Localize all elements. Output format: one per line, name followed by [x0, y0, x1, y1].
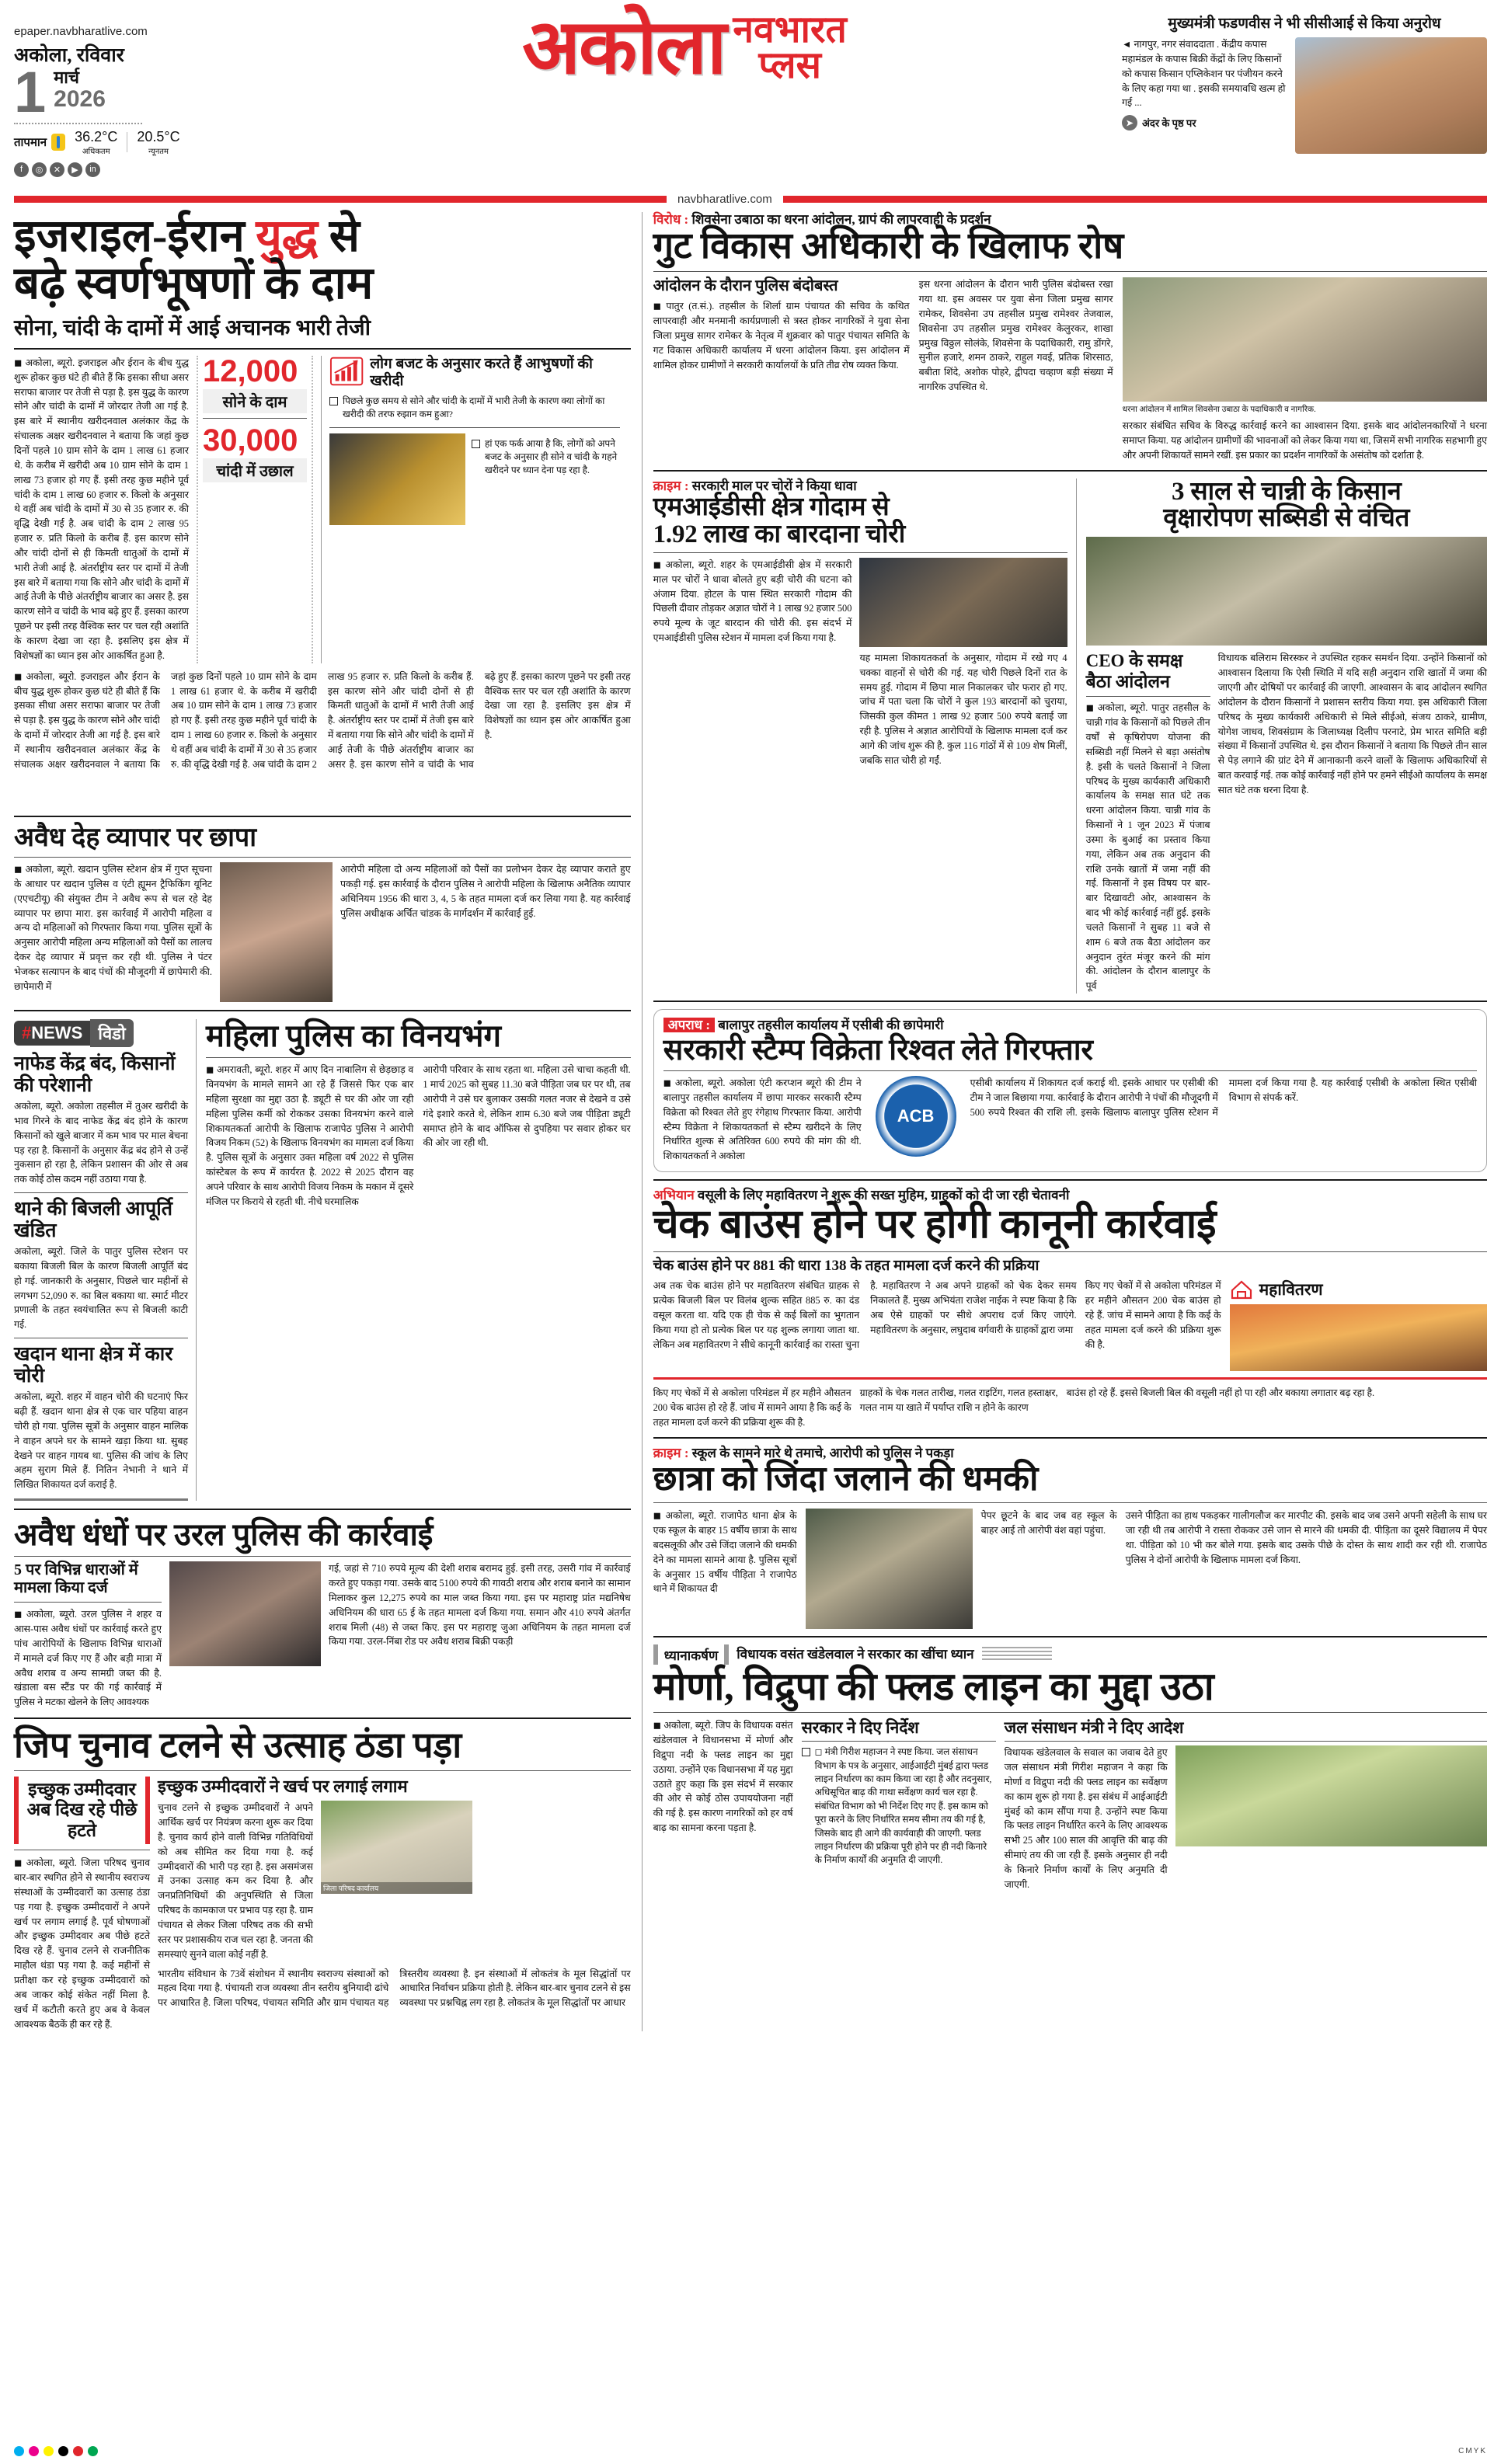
cheque-body-c1: अब तक चेक बाउंस होने पर महावितरण संबंधित ग्राहक से प्रत्येक बिजली बिल पर विलंब शुल्क सहित 885 रु. का दंड वसूल करता था. यदि एक ही चेक से कई बिलों का भुगतान किया गया हो तो प्रत्येक बिल पर यह शुल्क लगाया जाता था. लेकिन अब महावितरण ने सीधे कानूनी कार्रवाई का रास्ता चुना है. महावितरण ने अब अपने ग्राहकों को चेक देकर समय निकालते हैं. मुख्य अभियंता राजेश नाईक ने स्पष्ट किया है कि अब ऐसे ग्राहकों पर सीधे अपराध दर्ज किए जाएंगे. महावितरण के अनुसार, लघुदाब वर्गवारी के ग्राहकों द्वारा जमा — [653, 1280, 1077, 1350]
threat-body-c3: पेपर छूटने के बाद जब वह स्कूल के बाहर आई तो आरोपी वंश वहां पहुंचा. — [980, 1510, 1117, 1536]
cheque-body-c3: ग्राहकों के चेक गलत तारीख, गलत राइटिंग, गलत हस्ताक्षर, गलत नाम या खाते में पर्याप्त राशि न होने के कारण — [859, 1387, 1058, 1414]
video-badge: विडो — [90, 1019, 133, 1047]
cheque-kicker — [653, 1188, 1487, 1203]
cheque-kicker-tag: अभियान — [653, 1188, 695, 1203]
urban-police-story — [14, 1518, 631, 1710]
ceo-box-l2: बैठा आंदोलन — [1085, 671, 1170, 691]
crime-body-right: यह मामला शिकायतकर्ता के अनुसार, गोदाम में रखे गए 4 चक्का वाहनों से चोरी की गई. यह चोरी पिछले दिनों रात के समय हुई. गोदाम में छिपा माल निकालकर चोर फरार हो गए. जांच में पता चला कि चोरों ने कुल 193 बारदानों को चुराया, जिसकी कुल कीमत 1 लाख 92 हजार 500 रुपये बताई जा रही है. पुलिस ने अज्ञात आरोपियों के खिलाफ मामला दर्ज कर आगे की जांच शुरू की है. कुल 116 गांठों में से 109 शेष मिलीं, जबकि सात चोरी हो गईं. — [859, 652, 1067, 766]
flood-headline: मोर्णा, विद्रुपा की फ्लड लाइन का मुद्दा उठा — [653, 1665, 1214, 1709]
zp-photo-caption: जिला परिषद कार्यालय — [321, 1882, 472, 1894]
center-top-story — [653, 212, 1487, 463]
crime-headline-l1: एमआईडीसी क्षेत्र गोदाम से — [653, 493, 890, 522]
acb-body-right: एसीबी कार्यालय में शिकायत दर्ज कराई थी. इसके आधार पर एसीबी की टीम ने जाल बिछाया गया. कार्रवाई के दौरान आरोपी ने पंचों की मौजूदगी में 500 रुपये रिश्वत की राशि ली. इसके खिलाफ बालापुर पुलिस स्टेशन में मामला दर्ज किया गया है. यह कार्रवाई एसीबी के अकोला स्थित एसीबी विभाग से संपर्क करें. — [970, 1077, 1477, 1118]
checkbox-icon — [472, 440, 480, 448]
cheque-body-c4: बाउंस हो रहे हैं. इससे बिजली बिल की वसूली नहीं हो पा रही और बकाया लगातार बढ़ रहा है. — [1066, 1387, 1375, 1399]
lead-headline-line2: बढ़े स्वर्णभूषणों के दाम — [14, 258, 374, 309]
zp-redbox — [14, 1777, 150, 1844]
urban-police-body-left: ◼ अकोला, ब्यूरो. उरल पुलिस ने शहर व आस-पास अवैध धंधों पर कार्रवाई करते हुए पांच आरोपियों के खिलाफ विभिन्न धाराओं में मामले दर्ज किए गए हैं और बड़ी मात्रा में अवैध शराब व अन्य सामग्री जब्त की है. खंडाला बस स्टैंड पर की गई कार्रवाई में पुलिस ने मटका खेलने के लिए आवश्यक — [14, 1609, 162, 1708]
temperature-widget — [14, 129, 247, 156]
zp-subhead: इच्छुक उम्मीदवारों ने खर्च पर लगाई लगाम — [158, 1776, 408, 1796]
attn-bar-right — [724, 1644, 729, 1665]
dharna-photo-caption: धरना आंदोलन में शामिल शिवसेना उबाठा के पदाधिकारी व नागरिक. — [1122, 405, 1316, 415]
threat-kicker-tag: क्राइम : — [653, 1445, 689, 1460]
lead-headline-highlight: युद्ध — [256, 211, 319, 261]
zp-body-left: ◼ अकोला, ब्यूरो. जिला परिषद चुनाव बार-बार स्थगित होने से स्थानीय स्वराज्य संस्थाओं के उम्मीदवारों का उत्साह ठंडा पड़ गया है. इच्छुक उम्मीदवारों ने अपने खर्च पर लगाम लगाई है. पूर्व घोषणाओं और इच्छुक उम्मीदवार अब पीछे हटते दिख रहे हैं. चुनाव टलने से राजनीतिक माहौल थंडा पड़ गया है. कई महीनों से प्रतीक्षा कर रहे इच्छुक उम्मीदवारों को अब जाकर कोई संकेत नहीं मिला है. खर्च में कटौती करते हुए अब वे केवल आवश्यक बैठकें ही कर रहे हैं. — [14, 1857, 150, 2030]
flood-body-right: विधायक खंडेलवाल के सवाल का जवाब देते हुए जल संसाधन मंत्री गिरीश महाजन ने कहा कि मोर्णा व विद्रुपा नदी की फ्लड लाइन का सर्वेक्षण का काम शुरू हो गया है. इस संबंध में आईआईटी मुंबई को काम सौंपा गया है. उन्होंने स्पष्ट किया कि फ्लड लाइन निर्धारित करने के लिए आवश्यक सभी 25 और 100 साल की आवृत्ति की बाढ़ की सीमाएं तय की जा रही हैं. इसके अनुसार ही नदी के किनारे निर्माण कार्यों के लिए अनुमति दी जाएगी. — [1004, 1747, 1168, 1890]
silver-price-value: 30,000 — [203, 423, 298, 458]
flood-story — [653, 1644, 1487, 1892]
news-badge — [14, 1021, 90, 1046]
cmyk-mark: CMYK — [1458, 2447, 1487, 2455]
facebook-icon[interactable]: f — [14, 162, 29, 177]
nv-item-0-headline: नाफेड केंद्र बंद, किसानों की परेशानी — [14, 1053, 176, 1097]
jewellery-photo — [329, 433, 465, 525]
color-registration-marks — [14, 2446, 98, 2456]
nv-item-1-body: अकोला, ब्यूरो. जिले के पातुर पुलिस स्टेशन पर बकाया बिजली बिल के कारण बिजली आपूर्ति बंद हो गई. जानकारी के अनुसार, पिछले चार महीनों से लगभग 52,090 रु. का बिल बकाया था. स्मार्ट मीटर प्रणाली के तहत स्वयंचालित रूप से बिजली काटी गई. — [14, 1246, 188, 1331]
masthead — [14, 6, 1487, 190]
raid-headline: अवैध देह व्यापार पर छापा — [14, 823, 257, 852]
attn-tag — [653, 1644, 730, 1665]
instagram-icon[interactable]: ◎ — [32, 162, 47, 177]
masthead-left — [14, 11, 247, 177]
zp-body-c3: भारतीय संविधान के 73वें संशोधन में स्थानीय स्वराज्य संस्थाओं को महत्व दिया गया है. पंचायती राज व्यवस्था तीन स्तरीय बुनियादी ढांचे पर आधारित है. जिला परिषद, पंचायत समिति और ग्राम पंचायत यह त्रिस्तरीय व्यवस्था है. इन संस्थाओं में लोकतंत्र के मूल सिद्धांतों पर आधारित निर्वाचन प्रक्रिया होती है. लेकिन बार-बार चुनाव टलने से इस व्यवस्था पर प्रश्नचिह्न लग रहा है. लोकतंत्र के मूल सिद्धांतों पर आधार — [158, 1968, 631, 2009]
red-bar-right — [783, 196, 1487, 203]
thermometer-icon — [51, 134, 65, 151]
raid-story — [14, 823, 631, 1002]
hash-icon: # — [22, 1023, 32, 1043]
checkbox-icon — [329, 397, 338, 405]
farmers-box-body: ◼ अकोला, ब्यूरो. पातुर तहसील के चान्नी गांव के किसानों को पिछले तीन वर्षों से कृषिरोपण योजना की सब्सिडी नहीं मिलने से बड़ा असंतोष है. इसी के चलते किसानों ने जिला परिषद के मुख्य कार्यकारी अधिकारी कार्यालय के समक्ष सात घंटे तक धरना आंदोलन किया. चान्नी गांव के किसानों ने 1 जून 2023 में पंजाब उस्मा के बुआई का प्रस्ताव किया गया, लेकिन अब तक अनुदान की राशि उनके खातों में जमा नहीं की गई. किसानों ने इस विषय पर बार-बार दिखावटी ओर, आश्वासन के बाद भी कोई कार्रवाई नहीं हुई. इसके चलते किसानों ने सुबह 11 बजे से शाम 6 बजे तक बैठा आंदोलन कर अनुदान तुरंत मंजूर करने की मांग की. आंदोलन के दौरान बालापुर के पूर्व — [1085, 702, 1210, 992]
lead-headline — [14, 212, 631, 308]
lead-headline-part3: से — [318, 211, 360, 261]
date-year: 2026 — [54, 86, 106, 112]
raid-body-right: आरोपी महिला दो अन्य महिलाओं को पैसों का प्रलोभन देकर देह व्यापार कराते हुए पकड़ी गई. इस कार्रवाई के दौरान पुलिस ने आरोपी महिला के खिलाफ अनैतिक व्यापार अधिनियम 1956 की धारा 3, 4, 5 के तहत मामला दर्ज कर लिया गया है. यह कार्रवाई पुलिस अधीक्षक अर्चित चांडक के मार्गदर्शन में कार्रवाई हुई. — [340, 864, 631, 919]
promo-photo — [1295, 37, 1487, 154]
raid-body-left: ◼ अकोला, ब्यूरो. खदान पुलिस स्टेशन क्षेत्र में गुप्त सूचना के आधार पर खदान पुलिस व एंटी ह्यूमन ट्रैफिकिंग यूनिट (एएचटीयू) की संयुक्त टीम ने अवैध रूप से चल रहे देह व्यापार पर छापा मारा. इस कार्रवाई में आरोपी महिला व अन्य दो महिलाओं को गिरफ्तार किया गया. पुलिस सूत्रों के अनुसार आरोपी महिला अन्य महिलाओं को पैसों का लालच देकर देह व्यापार में प्रवृत्त कर रही थी. पुलिस ने पंटर भेजकर सत्यापन के बाद पंचों की मौजूदगी में छापेमारी की. छापेमारी में — [14, 864, 212, 992]
left-column — [14, 212, 631, 2031]
reg-dot-red — [73, 2446, 83, 2456]
threat-photo — [806, 1509, 973, 1629]
acb-story — [653, 1009, 1487, 1172]
kicker-rest: शिवसेना उबाठा का धरना आंदोलन, ग्रापं की लापरवाही के प्रदर्शन — [688, 212, 991, 227]
news-label: NEWS — [31, 1023, 83, 1043]
infobox-answer — [472, 437, 620, 525]
lead-body-rest: ◼ अकोला, ब्यूरो. इजराइल और ईरान के बीच युद्ध शुरू होकर कुछ घंटे ही बीते हैं कि इसका सीधा असर सराफा बाजार पर तेजी से पड़ा है. इस युद्ध के कारण सोने और चांदी के दामों में जोरदार तेजी आ गई है. इस बारे में स्थानीय खरीदनवाल अलंकार केंद्र के संचालक अक्षर खरीदनवाल ने बताया कि जहां कुछ दिनों पहले 10 ग्राम सोने के दाम 1 लाख 61 हजार थे. के करीब में खरीदी अब 10 ग्राम सोने के दाम 1 लाख 73 हजार हो गए हैं. इसी तरह कुछ महीने पूर्व चांदी के दाम 1 लाख 60 हजार रु. किलो के अनुसार थे वहीं अब चांदी के दामों में 30 से 35 हजार रु. की वृद्धि देखी गई है. अब चांदी के दाम 2 लाख 95 हजार रु. प्रति किलो के करीब हैं. इस कारण सोने और चांदी दोनों से ही किमती धातुओं के दामों में भारी तेजी आई है. अंतर्राष्ट्रीय स्तर पर दामों में तेजी इस बारे में बताया गया कि सोने और चांदी के दामों में आई तेजी के पीछे अंतर्राष्ट्रीय बाजार का असर है. इस कारण सोने व चांदी के भाव बढ़े हुए हैं. इसका कारण पूछने पर इसी तरह वैश्विक स्तर पर चल रही अशांति के कारण देखा जा रहा है. इसलिए इस क्षेत्र में विशेषज्ञों का ध्यान इस ओर आकर्षित हुआ है. — [14, 670, 631, 770]
cheque-subhead: चेक बाउंस होने पर 881 की धारा 138 के तहत मामला दर्ज करने की प्रक्रिया — [653, 1257, 1040, 1274]
zp-story — [14, 1727, 631, 2031]
logo-plus: प्लस — [758, 44, 821, 86]
nv-item-0-body: अकोला, ब्यूरो. अकोला तहसील में तुअर खरीदी के भाव गिरने के बाद नाफेड केंद्र बंद होने के कारण किसानों को खुले बाजार में कम भाव पर माल बेचना पड़ रहा है. किसानों के अनुसार केंद्र बंद होने से उन्हें नुकसान हो रहा है, लेकिन प्रशासन की ओर से अब तक कोई ठोस कदम नहीं उठाया गया है. — [14, 1101, 188, 1185]
urban-police-headline: अवैध धंधों पर उरल पुलिस की कार्रवाई — [14, 1517, 434, 1553]
youtube-icon[interactable]: ▶ — [68, 162, 82, 177]
acb-headline: सरकारी स्टैम्प विक्रेता रिश्वत लेते गिरफ्तार — [663, 1033, 1093, 1067]
date-day: 1 — [14, 60, 47, 124]
dharna-photo — [1123, 277, 1487, 402]
ceo-box-l1: CEO के समक्ष — [1085, 651, 1183, 671]
infobox-headline: लोग बजट के अनुसार करते हैं आभुषणों की खरीदी — [370, 355, 593, 390]
logo-akola: अकोला — [522, 6, 726, 90]
acb-kicker-rest: बालापुर तहसील कार्यालय में एसीबी की छापेमारी — [714, 1018, 944, 1033]
flood-mid-bullet — [802, 1745, 996, 1867]
mahila-body-right: आरोपी परिवार के साथ रहता था. महिला उसे चाचा कहती थी. 1 मार्च 2025 को सुबह 11.30 बजे पीड़िता जब घर पर थी, तब आरोपी ने उसे घर बुलाकर उसकी गलत नजर से देखने व उसे गंदे इशारे करते थे, लेकिन शाम 6.30 बजे जब पीड़िता ड्यूटी समाप्त होने के बाद ऑफिस से दुपहिया पर सवार होकर घर की ओर जा रही थी. — [423, 1064, 631, 1149]
logo-navbharat-plus — [733, 9, 847, 86]
lead-infobox — [321, 356, 620, 663]
silver-price-label: चांदी में उछाल — [203, 458, 307, 482]
farmers-body-right: विधायक बलिराम सिरस्कर ने उपस्थित रहकर समर्थन दिया. उन्होंने किसानों को आश्वासन दिलाया कि ऐसी स्थिति में यदि सही अनुदान राशि खातों में जमा की जाएगी और दोषियों पर कार्रवाई की जाएगी. आश्वासन के बाद आंदोलन स्थगित आंदोलन के दौरान किसानों ने प्रशासन स्तरीय किया गया. इस अधिकारी जिला परिषद के मुख्य कार्यकारी अधिकारी से मिले सीईओ, संजय ठाकरे, ग्रामीण, योगेश जाधव, शिवसंग्राम के जिलाध्यक्ष दिलीप परनाटे, प्रेम भारत समिति बड़ी संख्या में किसानों उपस्थित थे. इस दौरान किसानों ने बताया कि पिछले तीन साल से पेड़ लगाने की ग्रांट देने में आनाकानी करने वालों के खिलाफ अधिकारियों से बात करवाई गई. तक कोई कार्रवाई नहीं होने पर हमने सीईओ कार्यालय के समक्ष सात घंटे तक धरना दिया है. — [1217, 653, 1487, 796]
reg-dot-green — [88, 2446, 98, 2456]
threat-body-left: ◼ अकोला, ब्यूरो. राजापेठ थाना क्षेत्र के एक स्कूल के बाहर 15 वर्षीय छात्रा के साथ बदसलूकी और उसे जिंदा जलाने की धमकी देने का मामला सामने आया है. पुलिस सूत्रों के अनुसार 15 वर्षीय पीड़िता ने राजापेठ थाने में शिकायत दी — [653, 1510, 797, 1595]
zp-office-photo — [321, 1801, 472, 1894]
reg-dot-black — [58, 2446, 68, 2456]
cheque-headline: चेक बाउंस होने पर होगी कानूनी कार्रवाई — [653, 1202, 1217, 1247]
center-top-body-mid: इस धरना आंदोलन के दौरान भारी पुलिस बंदोबस्त रखा गया था. इस अवसर पर युवा सेना जिला प्रमुख सागर रामेकर, शिवसेना उप तहसील प्रमुख रामेश्वर तेजवाल, शिवसेना उप तहसील प्रमुख रामेश्वर केलुरकर, शाखा प्रमुख विठ्ठल सोलंके, शिवसेना के पदाधिकारी, रामु डोंगरे, सुनील हजारे, शमन ठाकरे, राहुल गवई, प्रतिक शिरसाठ, बबीता शिंदे, अशोक पोहरे, द्वीपदा चव्हाण बड़ी संख्या में नागरिक उपस्थित थे. — [918, 279, 1113, 393]
masthead-rule — [14, 193, 1487, 206]
nv-item-1-headline: थाने की बिजली आपूर्ति खंडित — [14, 1199, 172, 1242]
flood-body-mid: ◻ मंत्री गिरीश महाजन ने स्पष्ट किया. जल संसाधन विभाग के पत्र के अनुसार, आईआईटी मुंबई द्वारा फ्लड लाइन निर्धारण का काम किया जा रहा है और तदनुसार, अधिसूचित बाढ़ की गाथा सर्वेक्षण कार्य चल रहा है. संबंधित विभाग को भी निर्देश दिए गए हैं. इस काम को पूरा करने के लिए निर्धारित समय सीमा तय की गई है, जिसके बाद ही आगे की कार्यवाही की जाएगी. फ्लड लाइन निर्धारण की प्रक्रिया पूरी होने पर ही नदी किनारे के निर्माण कार्यों की अनुमति दी जाएगी. — [814, 1746, 992, 1866]
acb-kicker-tag: अपराध : — [663, 1018, 715, 1032]
crime-body-left: ◼ अकोला, ब्यूरो. शहर के एमआईडीसी क्षेत्र में सरकारी माल पर चोरों ने धावा बोलते हुए बड़ी चोरी की घटना को अंजाम दिया. होटल के पास स्थित सरकारी गोदाम की पिछली दीवार तोड़कर अज्ञात चोरों ने 1 लाख 92 हजार 500 रुपये मूल्य के जूट बारदान की चोरी की. इस संदर्भ में एमआईडीसी पुलिस स्टेशन में मामला दर्ज किया गया है. — [653, 559, 852, 644]
urban-police-body-c2: गई, जहां से 710 रुपये मूल्य की देशी शराब बरामद हुई. इसी तरह, उसरी गांव में कार्रवाई करते हुए पकड़ा गया. उसके बाद 5100 रुपये की गावठी शराब और शराब बनाने का सामान मिलाकर कुल 12,275 रुपये का माल जब्त किया गया. इस पर महाराष्ट्र प्रांत मद्यनिषेध अधिनियम की धारा 65 ई के तहत मामला दर्ज किया गया. समान और 410 रुपये अंतर्गत शराब मिली (48) से जब्त किए. इस पर महाराष्ट्र जुआ अधिनियम के तहत मामला दर्ज किया गया. उरल-निंबा रोड पर अवैध शराब बिक्री पकड़ी — [329, 1563, 631, 1648]
publication-date — [14, 60, 247, 124]
news-video-badge — [14, 1019, 188, 1047]
house-icon — [1230, 1279, 1253, 1300]
acb-badge-label: ACB — [897, 1106, 935, 1126]
masthead-promo[interactable] — [1122, 11, 1487, 154]
mahila-body-left: ◼ अमरावती, ब्यूरो. शहर में आए दिन नाबालिग से छेड़छाड़ व विनयभंग के मामले सामने आ रहे हैं जिससे फिर एक बार महिला सुरक्षा का मुद्दा उठा है. ड्यूटी से घर की ओर जा रही महिला पुलिस कर्मी को रोककर उसका विनयभंग करने वाले शिकायतकर्ता आरोपी के खिलाफ राजापेठ पुलिस ने आरोपी विजय निकम (52) के खिलाफ विनयभंग का मामला दर्ज किया है. पुलिस सूत्रों के अनुसार उक्त महिला वर्ष 2022 से पुलिस कांस्टेबल के रूप में कार्यरत है. 2022 से 2025 दौरान वह अपने परिवार के साथ आरोपी विजय निकम के मकान में दूसरे मंजिल पर किराये से रहती थी. नीचे घरमालिक — [206, 1064, 414, 1207]
promo-body: ◄ नागपुर, नगर संवाददाता . केंद्रीय कपास महामंडल के कपास बिक्री केंद्रों के लिए किसानों को कपास किसान एप्लिकेशन पर पंजीयन करने के लिए कहा गया था . इसकी समयावधि खत्म हो गई ... — [1122, 39, 1286, 109]
crime-kicker-tag: क्राइम : — [653, 478, 689, 493]
kicker-tag: विरोध : — [653, 212, 689, 227]
arrow-icon: ➤ — [1122, 115, 1137, 131]
cheque-story — [653, 1188, 1487, 1430]
center-top-body-left: ◼ पातुर (त.सं.). तहसील के शिर्ला ग्राम पंचायत की सचिव के कथित लापरवाही और मनमानी कार्यप्रणाली से त्रस्त होकर नागरिकों ने युवा सेना जिला प्रमुख सागर रामेकर के नेतृत्व में शुक्रवार को पातुर पंचायत समिति के गट विकास अधिकारी कार्यालय में धरना आंदोलन किया. इस आंदोलन में शामिल होकर ग्रामीणों ने सरकारी कार्यालयों के प्रति तीव्र रोष व्यक्त किया. — [653, 301, 910, 371]
reg-dot-cyan — [14, 2446, 24, 2456]
twitter-x-icon[interactable]: ✕ — [50, 162, 64, 177]
flood-sub-right: जल संसाधन मंत्री ने दिए आदेश — [1004, 1718, 1184, 1738]
zp-body-c2: चुनाव टलने से इच्छुक उम्मीदवारों ने अपने आर्थिक खर्च पर नियंत्रण करना शुरू कर दिया है. चुनाव कार्य होने वाली विभिन्न गतिविधियों को अब सीमित कर दिया गया है. कई उम्मीदवारों की भारी पड़ रहा है. इस असमंजस में उनका उत्साह कम कर दिया है. और जनप्रतिनिधियों की अनुपस्थिति से जिला परिषद के कामकाज पर प्रभाव पड़ रहा है. ग्राम पंचायत से लेकर जिला परिषद तक की सभी स्तर पर प्रशासकीय राज चल रहा है. जनता की समस्याएं सुनने वाला कोई नहीं है. — [158, 1802, 313, 1960]
crime-headline-l2: 1.92 लाख का बारदाना चोरी — [653, 520, 906, 548]
flood-kicker: विधायक वसंत खंडेलवाल ने सरकार का खींचा ध्यान — [737, 1646, 974, 1662]
zp-redbox-l1: इच्छुक उम्मीदवार — [28, 1779, 136, 1799]
social-links — [14, 162, 247, 177]
threat-headline: छात्रा को जिंदा जलाने की धमकी — [653, 1460, 1039, 1498]
zp-redbox-l3: हटते — [68, 1820, 96, 1840]
acb-badge — [876, 1076, 956, 1157]
masthead-logo — [247, 6, 1122, 90]
raid-photo — [220, 862, 333, 1002]
crime-kicker-rest: सरकारी माल पर चोरों ने किया धावा — [688, 478, 857, 493]
lead-headline-part1: इजराइल-ईरान — [14, 211, 256, 261]
date-month: मार्च — [54, 68, 79, 87]
urban-police-subbox: 5 पर विभिन्न धाराओं में मामला किया दर्ज — [14, 1561, 138, 1597]
gold-price-box — [197, 353, 313, 663]
right-column — [653, 212, 1487, 2031]
gold-price-label: सोने के दाम — [203, 389, 307, 413]
crime-photo — [859, 558, 1067, 647]
lead-body-col1: ◼ अकोला, ब्यूरो. इजराइल और ईरान के बीच युद्ध शुरू होकर कुछ घंटे ही बीते हैं कि इसका सीधा असर सराफा बाजार पर तेजी से पड़ा है. इस युद्ध के कारण सोने और चांदी के दामों में जोरदार तेजी आ गई है. इस बारे में स्थानीय खरीदनवाल अलंकार केंद्र के संचालक अक्षर खरीदनवाल ने बताया कि जहां कुछ दिनों पहले 10 ग्राम सोने के दाम 1 लाख 61 हजार थे. के करीब में खरीदी अब 10 ग्राम सोने के दाम 1 लाख 73 हजार हो गए हैं. इसी तरह कुछ महीने पूर्व चांदी के दाम 1 लाख 60 हजार रु. किलो के अनुसार थे वहीं अब चांदी के दामों में 30 से 35 हजार रु. की वृद्धि देखी गई है. अब चांदी के दाम 2 लाख 95 हजार रु. प्रति किलो के करीब हैं. इस कारण सोने और चांदी दोनों से ही किमती धातुओं के दामों में भारी तेजी आई है. अंतर्राष्ट्रीय स्तर पर दामों में तेजी इस बारे में बताया गया कि सोने और चांदी के दामों में आई तेजी के पीछे अंतर्राष्ट्रीय बाजार का असर है. इस कारण सोने व चांदी के भाव बढ़े हुए हैं. इसका कारण पूछने पर इसी तरह वैश्विक स्तर पर चल रही अशांति के कारण देखा जा रहा है. इसलिए इस क्षेत्र में विशेषज्ञों का ध्यान इस ओर आकर्षित हुआ है. — [14, 357, 189, 661]
seized-liquor-photo — [169, 1561, 321, 1666]
threat-story — [653, 1446, 1487, 1629]
nv-item-2-body: अकोला, ब्यूरो. शहर में वाहन चोरी की घटनाएं फिर बढ़ी हैं. खदान थाना क्षेत्र से एक चार पहिया वाहन चोरी हो गया. पुलिस सूत्रों के अनुसार वाहन मालिक ने वाहन अपने घर के सामने खड़ा किया था. सुबह देखने पर वाहन गायब था. पुलिस की जांच के लिए अहम सुराग मिले हैं. नितिन नेभानी ने थाने में लिखित शिकायत दर्ज कराई है. — [14, 1391, 188, 1491]
infobox-question-text: पिछले कुछ समय से सोने और चांदी के दामों में भारी तेजी के कारण क्या लोगों का खरीदी की तरफ रुझान कम हुआ? — [343, 395, 605, 420]
attn-label: ध्यानाकर्षण — [663, 1648, 719, 1663]
temperature-max: 36.2°C — [75, 128, 118, 144]
farmers-photo — [1086, 537, 1487, 646]
threat-kicker-rest: स्कूल के सामने मारे थे तमाचे, आरोपी को पुलिस ने पकड़ा — [688, 1445, 954, 1460]
nv-item-2-headline: खदान थाना क्षेत्र में कार चोरी — [14, 1344, 173, 1387]
logo-navbharat: नवभारत — [733, 9, 847, 50]
farmers-headline-l1: 3 साल से चान्नी के किसान — [1172, 477, 1402, 506]
infobox-question — [329, 395, 620, 422]
linkedin-icon[interactable]: in — [85, 162, 100, 177]
chart-up-icon — [329, 356, 364, 387]
inside-page-link[interactable] — [1122, 115, 1289, 131]
cheque-body-c1b: किए गए चेकों में से अकोला परिमंडल में हर महीने औसतन 200 चेक बाउंस हो रहे हैं. जांच में सामने आया है कि कई के तहत मामला दर्ज करने की प्रक्रिया शुरू की है. — [653, 1387, 851, 1429]
threat-body-c4: उसने पीड़िता का हाथ पकड़कर गालीगलौज कर मारपीट की. इसके बाद जब उसने अपनी सहेली के साथ घर जा रही थी तब आरोपी ने रास्ता रोककर उसे जान से मारने की धमकी दी. पीड़िता का दूसरे विद्यालय में पेपर था. पीड़िता को 10 भी कर बोले गया. इसके बाद उसके पीछे के दोस्त के साथ शादी कर रही थी. राजापेठ पुलिस ने दोनों आरोपी के खिलाफ मामला दर्ज किया. — [1125, 1510, 1487, 1565]
crime-kicker — [653, 479, 1067, 494]
cheque-body-c2: किए गए चेकों में से अकोला परिमंडल में हर महीने औसतन 200 चेक बाउंस हो रहे हैं. जांच में सामने आया है कि कई के तहत मामला दर्ज करने की प्रक्रिया शुरू की है. — [1085, 1280, 1221, 1350]
flood-body-left: ◼ अकोला, ब्यूरो. जिप के विधायक वसंत खंडेलवाल ने विधानसभा में मोर्णा और विद्रुपा नदी के फ्लड लाइन का मुद्दा उठाया. उन्होंने एक विधानसभा में यह मुद्दा उठाते हुए कहा कि इस संदर्भ में सरकार की ओर से कोई ठोस उपाययोजना नहीं की गई है. इस कारण नागरिकों को हर वर्ष बाढ़ का सामना करना पड़ता है. — [653, 1720, 793, 1834]
lead-story — [14, 212, 631, 809]
temperature-label: तापमान — [14, 137, 47, 150]
zp-headline: जिप चुनाव टलने से उत्साह ठंडा पड़ा — [14, 1725, 462, 1766]
reg-dot-magenta — [29, 2446, 39, 2456]
news-video-block — [14, 1019, 631, 1501]
river-photo — [1175, 1745, 1487, 1846]
center-top-subhead: आंदोलन के दौरान पुलिस बंदोबस्त — [653, 277, 838, 295]
lead-subhead: सोना, चांदी के दामों में आई अचानक भारी तेजी — [14, 315, 371, 340]
zp-redbox-l2: अब दिख रहे पीछे — [26, 1800, 138, 1820]
center-top-body-right: सरकार संबंधित सचिव के विरुद्ध कार्रवाई करने का आश्वासन दिया. इसके बाद आंदोलनकारियों ने धरना समाप्त किया. यह आंदोलन ग्रामीणों की भावनाओं को लेकर किया गया था, जिसमें सभी नागरिक सहभागी हुए और अपनी शिकायतें सामने रखीं. इस प्रकार का प्रदर्शन नागरिकों के असंतोष को दर्शाता है. — [1122, 420, 1487, 461]
epaper-url[interactable]: epaper.navbharatlive.com — [14, 25, 148, 38]
website-label[interactable]: navbharatlive.com — [677, 193, 772, 206]
temperature-min: 20.5°C — [137, 128, 180, 144]
page-grid — [14, 212, 1487, 2031]
footer — [14, 2446, 1487, 2456]
farmers-headline-l2: वृक्षारोपण सब्सिडी से वंचित — [1163, 504, 1410, 533]
mahila-headline: महिला पुलिस का विनयभंग — [206, 1018, 501, 1054]
acb-kicker — [663, 1018, 1477, 1033]
edition-city-day: अकोला, रविवार — [14, 45, 124, 66]
inside-page-label: अंदर के पृष्ठ पर — [1142, 117, 1196, 130]
crime-farmers-row — [653, 479, 1487, 994]
attn-bar-left — [653, 1644, 658, 1665]
temperature-max-label: अधिकतम — [82, 147, 110, 156]
flood-sub-left: सरकार ने दिए निर्देश — [801, 1718, 919, 1738]
infobox-answer-text: हां एक फर्क आया है कि, लोगों को अपने बजट के अनुसार ही सोने व चांदी के गहने खरीदने पर ध्यान देना पड़ रहा है. — [485, 437, 618, 476]
temperature-min-label: न्यूनतम — [148, 147, 169, 156]
center-top-headline: गुट विकास अधिकारी के खिलाफ रोष — [653, 226, 1124, 267]
stripes-decoration — [982, 1647, 1052, 1662]
checkbox-icon — [802, 1748, 810, 1756]
mahavitaran-logo-label: महावितरण — [1259, 1280, 1323, 1300]
red-bar-left — [14, 196, 667, 203]
power-lines-photo — [1230, 1304, 1487, 1371]
reg-dot-yellow — [44, 2446, 54, 2456]
cheque-kicker-rest: वसूली के लिए महावितरण ने शुरू की सख्त मुहिम, ग्राहकों को दी जा रही चेतावनी — [694, 1188, 1070, 1203]
acb-body-left: ◼ अकोला, ब्यूरो. अकोला एंटी करप्शन ब्यूरो की टीम ने बालापुर तहसील कार्यालय में छापा मारकर सरकारी स्टैम्प विक्रेता को रिश्वत लेते हुए रंगेहाथ गिरफ्तार किया. आरोपी स्टैम्प विक्रेता ने शिकायतकर्ता से स्टैम्प खरीदने के लिए निर्धारित शुल्क से अतिरिक्त 600 रुपये की मांग की थी. शिकायतकर्ता ने अकोला — [663, 1077, 862, 1162]
column-divider — [642, 212, 643, 2031]
gold-price-value: 12,000 — [203, 353, 298, 388]
promo-headline: मुख्यमंत्री फडणवीस ने भी सीसीआई से किया अनुरोध — [1168, 16, 1441, 32]
